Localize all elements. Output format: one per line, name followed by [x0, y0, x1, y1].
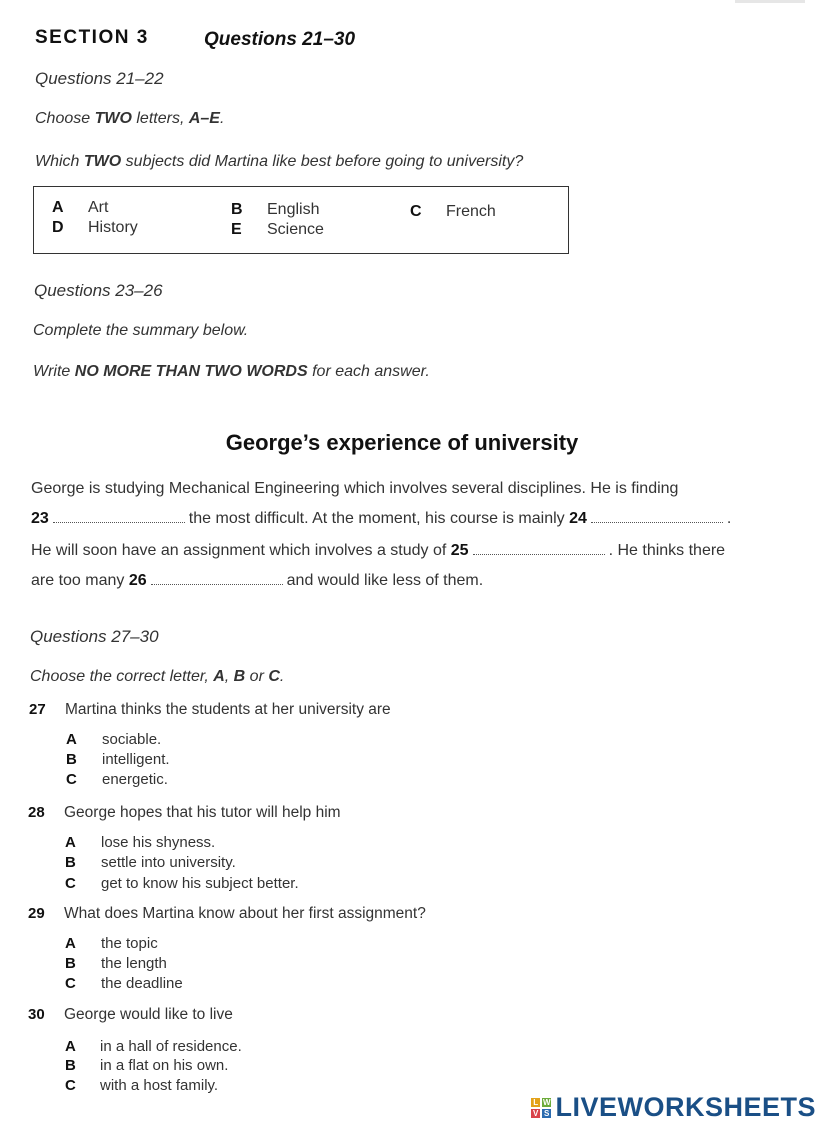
- liveworksheets-mark-icon: L W V S: [533, 1097, 551, 1118]
- option-letter-b: B: [231, 201, 243, 218]
- q29-option-c-letter: C: [65, 975, 76, 992]
- q28-option-c-text[interactable]: get to know his subject better.: [101, 875, 299, 892]
- q28-option-b-letter: B: [65, 854, 76, 871]
- question-number-29: 29: [28, 905, 45, 922]
- answer-blank-23[interactable]: [53, 510, 185, 523]
- part2-instruction-2: Write NO MORE THAN TWO WORDS for each answer.: [33, 363, 430, 380]
- question-number-28: 28: [28, 804, 45, 821]
- question-text-29: What does Martina know about her first assignment?: [64, 905, 426, 922]
- q27-option-c-text[interactable]: energetic.: [102, 771, 168, 788]
- section-label: SECTION 3: [35, 27, 149, 48]
- summary-title: George’s experience of university: [225, 430, 579, 455]
- summary-line-4: are too many 26 and would like less of them.: [31, 572, 484, 589]
- question-text-28: George hopes that his tutor will help him: [64, 804, 341, 821]
- q29-option-a-letter: A: [65, 935, 76, 952]
- q28-option-b-text[interactable]: settle into university.: [101, 854, 236, 871]
- q28-option-c-letter: C: [65, 875, 76, 892]
- question-number-27: 27: [29, 701, 46, 718]
- part3-heading: Questions 27–30: [30, 627, 159, 646]
- question-text-27: Martina thinks the students at her university are: [65, 701, 391, 718]
- option-text-c[interactable]: French: [446, 203, 496, 220]
- part3-instruction: Choose the correct letter, A, B or C.: [30, 668, 285, 685]
- option-text-a[interactable]: Art: [88, 199, 109, 216]
- top-edge-mark: [735, 0, 805, 3]
- part2-heading: Questions 23–26: [34, 281, 163, 300]
- section-questions-range: Questions 21–30: [204, 29, 356, 50]
- q27-option-a-letter: A: [66, 731, 77, 748]
- answer-blank-25[interactable]: [473, 542, 605, 555]
- part1-question: Which TWO subjects did Martina like best before going to university?: [35, 153, 524, 170]
- q27-option-b-text[interactable]: intelligent.: [102, 751, 170, 768]
- question-number-30: 30: [28, 1006, 45, 1023]
- liveworksheets-logo: [531, 1092, 816, 1123]
- option-letter-e: E: [231, 221, 242, 238]
- part2-instruction-1: Complete the summary below.: [33, 322, 249, 339]
- q27-option-b-letter: B: [66, 751, 77, 768]
- question-text-30: George would like to live: [64, 1006, 233, 1023]
- liveworksheets-wordmark: LIVEWORKSHEETS: [555, 1092, 816, 1122]
- q29-option-b-letter: B: [65, 955, 76, 972]
- option-text-d[interactable]: History: [88, 219, 138, 236]
- option-text-e[interactable]: Science: [267, 221, 324, 238]
- q30-option-b-letter: B: [65, 1057, 76, 1074]
- q27-option-a-text[interactable]: sociable.: [102, 731, 162, 748]
- option-letter-d: D: [52, 219, 64, 236]
- q30-option-c-letter: C: [65, 1077, 76, 1094]
- summary-line-2: 23 the most difficult. At the moment, his course is mainly 24 .: [31, 510, 732, 527]
- q30-option-a-text[interactable]: in a hall of residence.: [100, 1038, 242, 1055]
- q28-option-a-text[interactable]: lose his shyness.: [101, 834, 216, 851]
- answer-blank-24[interactable]: [591, 510, 723, 523]
- option-letter-a: A: [52, 199, 64, 216]
- summary-line-1: George is studying Mechanical Engineering which involves several disciplines. He is finding: [31, 480, 679, 497]
- q30-option-c-text[interactable]: with a host family.: [100, 1077, 219, 1094]
- option-letter-c: C: [410, 203, 422, 220]
- q27-option-c-letter: C: [66, 771, 77, 788]
- part1-instruction: Choose TWO letters, A–E.: [35, 110, 225, 127]
- option-text-b[interactable]: English: [267, 201, 320, 218]
- q29-option-a-text[interactable]: the topic: [101, 935, 158, 952]
- answer-blank-26[interactable]: [151, 572, 283, 585]
- q30-option-b-text[interactable]: in a flat on his own.: [100, 1057, 229, 1074]
- q28-option-a-letter: A: [65, 834, 76, 851]
- q30-option-a-letter: A: [65, 1038, 76, 1055]
- q29-option-c-text[interactable]: the deadline: [101, 975, 183, 992]
- q29-option-b-text[interactable]: the length: [101, 955, 167, 972]
- summary-line-3: He will soon have an assignment which involves a study of 25 . He thinks there: [31, 542, 726, 559]
- part1-heading: Questions 21–22: [35, 69, 164, 88]
